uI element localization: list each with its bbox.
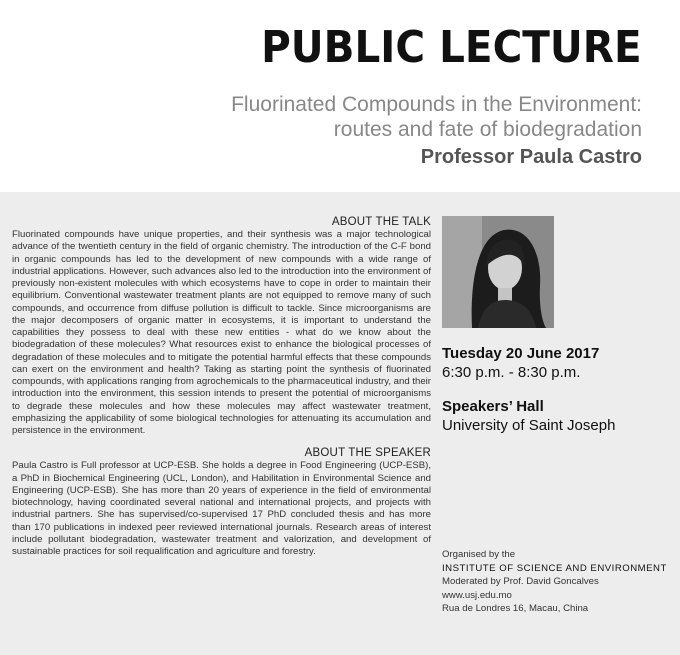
about-speaker-heading: ABOUT THE SPEAKER: [304, 447, 431, 460]
website-link[interactable]: www.usj.edu.mo: [442, 589, 512, 601]
moderator: Moderated by Prof. David Goncalves: [442, 576, 599, 587]
about-speaker-text: Paula Castro is Full professor at UCP-ESB. She holds a degree in Food Engineering (UCP-ESB), a PhD in Biochemical Engineering (UCL, London), and Habilitation in Environmental Science and Engineering (UCP-ESB). She has more than 20 years of experience in the field of environmental biotechnology, having coordinated several national and international projects, and projects with industrial partners. She has supervised/co-supervised 17 PhD concluded thesis and has more than 170 publications in indexed peer reviewed international journals. Research areas of interest include pollutant biodegradation, wastewater treatment and valorization, and development of sustainable practices for soil requalification and agriculture and forestry.: [12, 460, 431, 557]
event-venue-university: University of Saint Joseph: [442, 417, 616, 434]
lecture-subtitle: [231, 92, 642, 142]
professor-name: Professor Paula Castro: [420, 146, 642, 168]
event-time: 6:30 p.m. - 8:30 p.m.: [442, 364, 581, 381]
page-title: PUBLIC LECTURE: [261, 22, 642, 73]
organiser-info: [442, 548, 672, 616]
about-talk-text: Fluorinated compounds have unique properties, and their synthesis was a major technological advance of the twentieth century in the field of organic chemistry. The introduction of the C-F bond in organic compounds has led to the development of new compounds with a wide range of industrial applications. However, such advances also led to the introduction into the environment of previously non-existent molecules with which ecosystems have to cope in order to maintain their equilibrium. Conventional wastewater treatment plants are not equipped to remove many of such compounds, and occurrence from diffuse pollution is difficult to tackle. Since microorganisms are the major decomposers of organic matter in ecosystems, it is important to understand the capabilities they possess to deal with these new entities - what do we know about the biodegradation of these molecules? What resources exist to enhance the biological processes of degradation of these molecules and to mitigate the potential harmful effects that these compounds can exert on the environment and health? Taking as starting point the synthesis of fluorinated compounds, with applications ranging from agrochemicals to the pharmaceutical industry, and their introduction into the environment, this session intends to present the potential of microorganisms to degrade these molecules and how these molecules may affect wastewater treatment, emphasizing the applicability of some biological technologies for attenuating its accumulation and persistence in the environment.: [12, 229, 431, 436]
organiser-label: Organised by the: [442, 549, 516, 560]
address: Rua de Londres 16, Macau, China: [442, 603, 589, 614]
event-venue: Speakers’ Hall: [442, 398, 544, 415]
subtitle-line-2: routes and fate of biodegradation: [333, 118, 642, 141]
header-section: [0, 0, 680, 192]
subtitle-line-1: Fluorinated Compounds in the Environment:: [231, 93, 642, 116]
about-talk-heading: ABOUT THE TALK: [331, 216, 431, 228]
organiser-institute: INSTITUTE OF SCIENCE AND ENVIRONMENT: [442, 562, 667, 574]
speaker-photo: [442, 216, 554, 328]
description-column: [12, 216, 431, 558]
event-date: Tuesday 20 June 2017: [442, 345, 600, 362]
